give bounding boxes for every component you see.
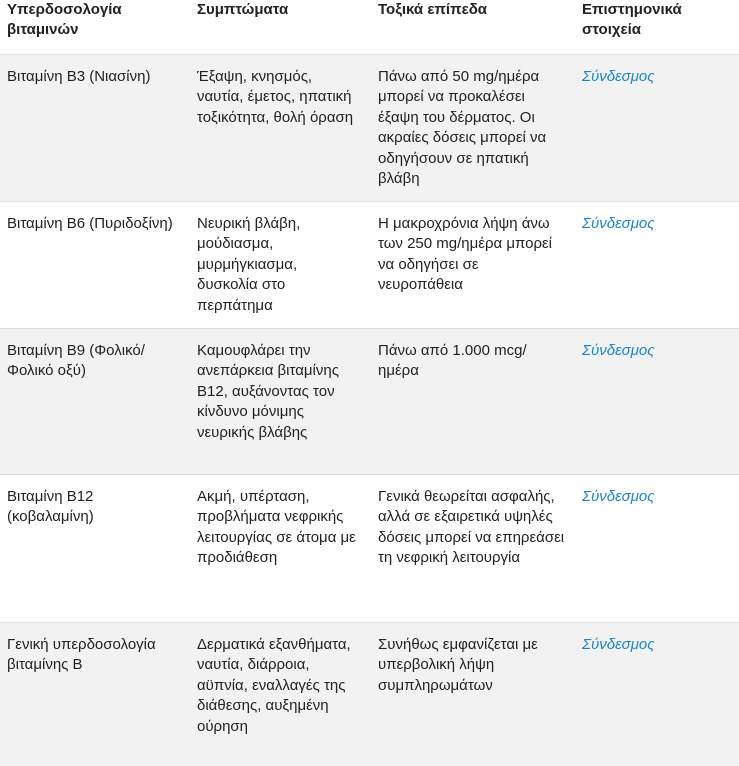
cell-symptoms: Νευρική βλάβη, μούδιασμα, μυρμήγκιασμα, δυσκολία στο περπάτημα	[190, 201, 371, 328]
cell-vitamin: Βιταμίνη B3 (Νιασίνη)	[0, 54, 190, 201]
cell-vitamin: Βιταμίνη B9 (Φολικό/ Φολικό οξύ)	[0, 328, 190, 474]
cell-evidence	[575, 474, 739, 622]
cell-symptoms: Ακμή, υπέρταση, προβλήματα νεφρικής λειτουργίας σε άτομα με προδιάθεση	[190, 474, 371, 622]
table-header	[0, 0, 739, 54]
table-row	[0, 54, 739, 201]
table-row	[0, 474, 739, 622]
cell-toxic-levels: Πάνω από 50 mg/ημέρα μπορεί να προκαλέσει έξαψη του δέρματος. Οι ακραίες δόσεις μπορεί να οδηγήσουν σε ηπατική βλάβη	[371, 54, 575, 201]
cell-toxic-levels: Η μακροχρόνια λήψη άνω των 250 mg/ημέρα μπορεί να οδηγήσει σε νευροπάθεια	[371, 201, 575, 328]
header-vitamin-overdose: Υπερδοσολογία βιταμινών	[7, 1, 122, 38]
evidence-link[interactable]: Σύνδεσμος	[582, 635, 655, 653]
cell-toxic-levels: Γενικά θεωρείται ασφαλής, αλλά σε εξαιρετικά υψηλές δόσεις μπορεί να επηρεάσει τη νεφρική λειτουργία	[371, 474, 575, 622]
cell-evidence	[575, 201, 739, 328]
table-row	[0, 328, 739, 474]
cell-evidence	[575, 622, 739, 766]
cell-symptoms: Δερματικά εξανθήματα, ναυτία, διάρροια, αϋπνία, εναλλαγές της διάθεσης, αυξημένη ούρηση	[190, 622, 371, 766]
cell-toxic-levels: Πάνω από 1.000 mcg/ ημέρα	[371, 328, 575, 474]
cell-vitamin: Βιταμίνη B6 (Πυριδοξίνη)	[0, 201, 190, 328]
table-row	[0, 622, 739, 766]
header-scientific-evidence: Επιστημονικά στοιχεία	[582, 1, 682, 38]
evidence-link[interactable]: Σύνδεσμος	[582, 341, 655, 359]
cell-evidence	[575, 328, 739, 474]
header-toxic-levels: Τοξικά επίπεδα	[378, 1, 488, 18]
header-symptoms: Συμπτώματα	[197, 1, 289, 18]
cell-symptoms: Έξαψη, κνησμός, ναυτία, έμετος, ηπατική τοξικότητα, θολή όραση	[190, 54, 371, 201]
table-row	[0, 201, 739, 328]
cell-evidence	[575, 54, 739, 201]
evidence-link[interactable]: Σύνδεσμος	[582, 214, 655, 232]
evidence-link[interactable]: Σύνδεσμος	[582, 487, 655, 505]
cell-vitamin: Βιταμίνη B12 (κοβαλαμίνη)	[0, 474, 190, 622]
cell-vitamin: Γενική υπερδοσολογία βιταμίνης B	[0, 622, 190, 766]
evidence-link[interactable]: Σύνδεσμος	[582, 67, 655, 85]
header-row	[0, 0, 739, 54]
cell-toxic-levels: Συνήθως εμφανίζεται με υπερβολική λήψη συμπληρωμάτων	[371, 622, 575, 766]
cell-symptoms: Καμουφλάρει την ανεπάρκεια βιταμίνης B12, αυξάνοντας τον κίνδυνο μόνιμης νευρικής βλάβης	[190, 328, 371, 474]
table-body	[0, 54, 739, 766]
